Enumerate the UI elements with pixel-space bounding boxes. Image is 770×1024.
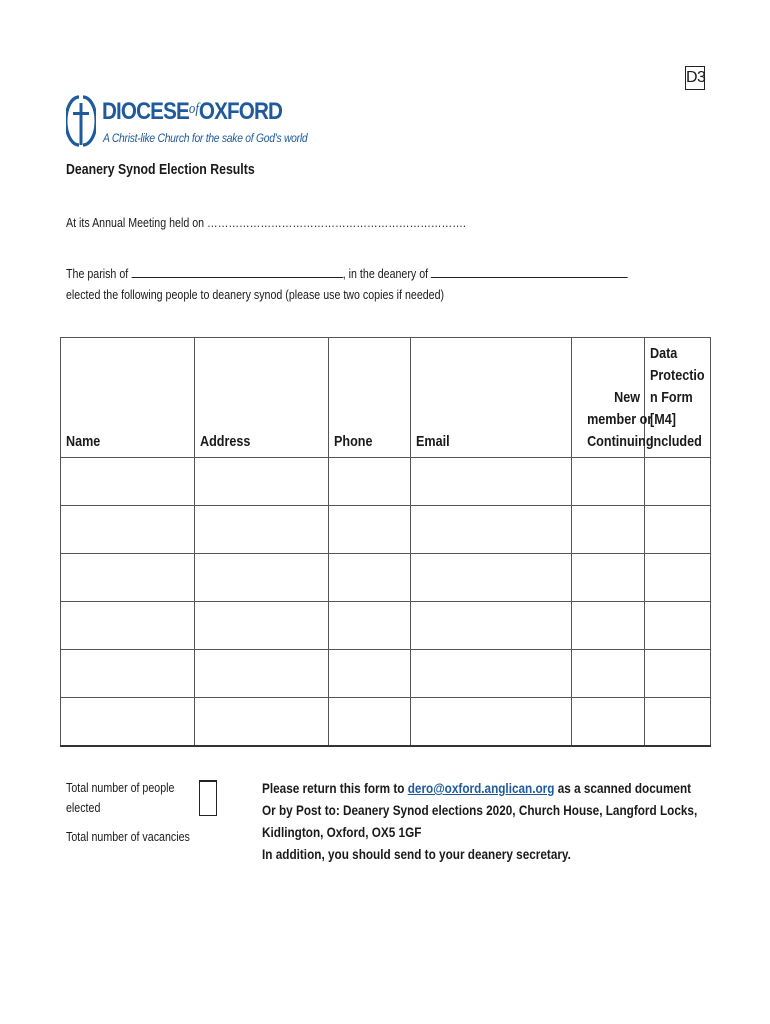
data-protection-cell[interactable] — [645, 506, 711, 554]
deanery-name-field[interactable] — [431, 265, 628, 278]
return-email-link[interactable]: dero@oxford.anglican.org — [407, 780, 555, 796]
data-protection-cell[interactable] — [645, 698, 711, 746]
new-member-cell[interactable] — [572, 458, 645, 506]
return-address-line: Kidlington, Oxford, OX5 1GF — [262, 824, 422, 840]
return-email-line: Please return this form to dero@oxford.anglican.org as a scanned document — [262, 780, 692, 796]
elected-people-table — [60, 337, 711, 747]
address-cell[interactable] — [195, 458, 329, 506]
address-cell[interactable] — [195, 698, 329, 746]
address-cell[interactable] — [195, 554, 329, 602]
email-cell[interactable] — [411, 458, 572, 506]
name-cell[interactable] — [61, 458, 195, 506]
deanery-secretary-note: In addition, you should send to your deanery secretary. — [262, 846, 571, 862]
name-cell[interactable] — [61, 698, 195, 746]
table-row — [61, 650, 711, 698]
new-member-cell[interactable] — [572, 554, 645, 602]
name-cell[interactable] — [61, 650, 195, 698]
header-name: Name — [61, 338, 195, 458]
address-cell[interactable] — [195, 506, 329, 554]
phone-cell[interactable] — [329, 554, 411, 602]
total-people-label: Total number of people elected — [66, 780, 175, 815]
cross-circle-logo-icon — [66, 95, 96, 149]
name-cell[interactable] — [61, 506, 195, 554]
table-row — [61, 506, 711, 554]
total-vacancies-label: Total number of vacancies — [66, 829, 190, 844]
email-cell[interactable] — [411, 698, 572, 746]
return-instructions — [262, 777, 770, 865]
page-title: Deanery Synod Election Results — [66, 161, 255, 178]
parish-label: The parish of — [66, 266, 129, 281]
table-row — [61, 698, 711, 746]
new-member-cell[interactable] — [572, 506, 645, 554]
diocese-logo — [66, 95, 308, 155]
new-member-cell[interactable] — [572, 698, 645, 746]
phone-cell[interactable] — [329, 698, 411, 746]
table-row — [61, 554, 711, 602]
parish-line — [66, 265, 628, 281]
data-protection-cell[interactable] — [645, 458, 711, 506]
new-member-cell[interactable] — [572, 650, 645, 698]
table-row — [61, 458, 711, 506]
phone-cell[interactable] — [329, 458, 411, 506]
table-header-row — [61, 338, 711, 458]
email-cell[interactable] — [411, 506, 572, 554]
phone-cell[interactable] — [329, 602, 411, 650]
data-protection-cell[interactable] — [645, 650, 711, 698]
email-cell[interactable] — [411, 554, 572, 602]
header-address: Address — [195, 338, 329, 458]
name-cell[interactable] — [61, 602, 195, 650]
header-data-protection: Data Protectio n Form [M4] Included — [645, 338, 711, 458]
name-cell[interactable] — [61, 554, 195, 602]
diocese-name: $DIOCESE^{of}OXFORD$ — [102, 98, 283, 125]
form-code-badge: D3 — [685, 66, 705, 90]
phone-cell[interactable] — [329, 506, 411, 554]
phone-cell[interactable] — [329, 650, 411, 698]
table-row — [61, 602, 711, 650]
header-phone: Phone — [329, 338, 411, 458]
address-cell[interactable] — [195, 602, 329, 650]
deanery-label: , in the deanery of — [342, 266, 429, 281]
email-cell[interactable] — [411, 650, 572, 698]
logo-tagline: A Christ-like Church for the sake of God's world — [103, 133, 308, 145]
elected-instruction: elected the following people to deanery synod (please use two copies if needed) — [66, 287, 445, 302]
total-people-box[interactable] — [199, 780, 217, 816]
header-new-member: New member or Continuing — [572, 338, 645, 458]
return-post-line: Or by Post to: Deanery Synod elections 2020, Church House, Langford Locks, — [262, 802, 698, 818]
parish-name-field[interactable] — [131, 265, 343, 278]
new-member-cell[interactable] — [572, 602, 645, 650]
table-body — [61, 458, 711, 746]
data-protection-cell[interactable] — [645, 602, 711, 650]
meeting-date-line: At its Annual Meeting held on ………………………………………………………………. — [66, 215, 466, 230]
data-protection-cell[interactable] — [645, 554, 711, 602]
header-email: Email — [411, 338, 572, 458]
address-cell[interactable] — [195, 650, 329, 698]
email-cell[interactable] — [411, 602, 572, 650]
